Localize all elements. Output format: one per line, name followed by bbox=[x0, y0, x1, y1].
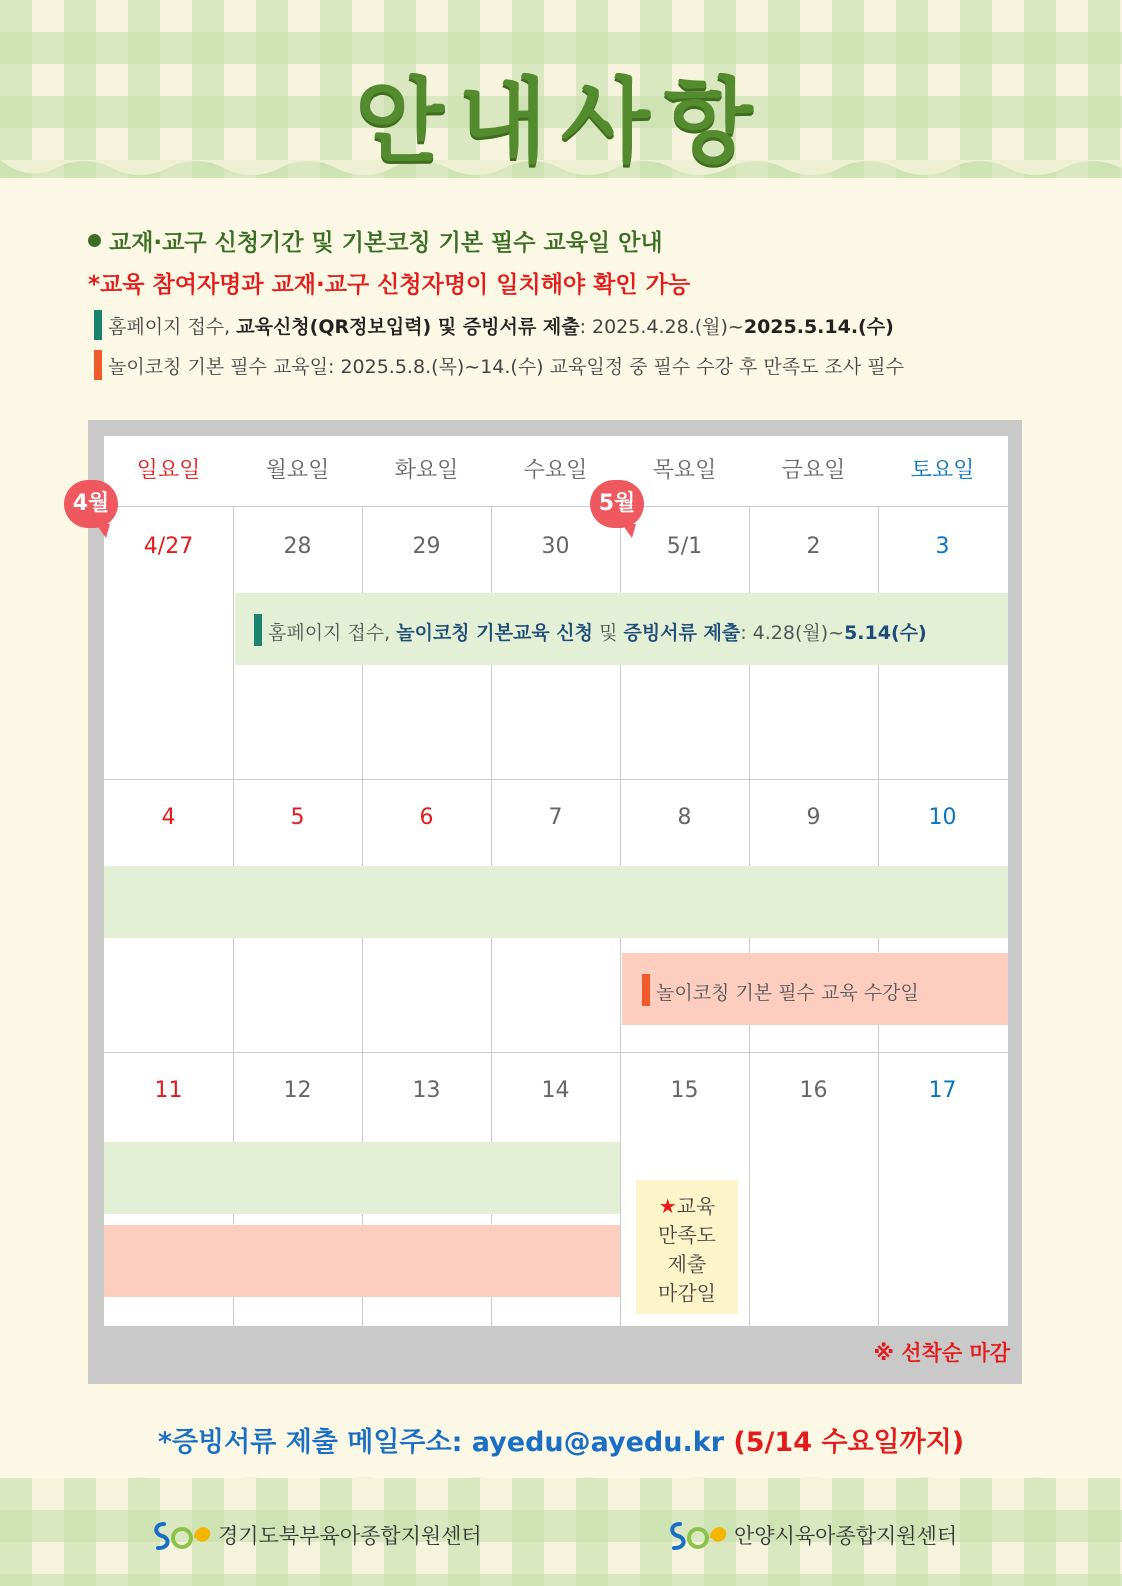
day-header-monday: 월요일 bbox=[265, 458, 330, 483]
date-cell: 5 bbox=[290, 805, 305, 830]
teal-marker bbox=[94, 310, 102, 340]
star-icon: ★ bbox=[658, 1194, 677, 1218]
date-cell: 16 bbox=[799, 1078, 828, 1103]
intro-warning: *교육 참여자명과 교재·교구 신청자명이 일치해야 확인 가능 bbox=[88, 272, 691, 298]
application-period-band bbox=[104, 1142, 620, 1214]
date-cell: 17 bbox=[928, 1078, 957, 1103]
center-logo-icon bbox=[666, 1516, 730, 1554]
date-cell: 2 bbox=[806, 534, 821, 559]
bullet-dot bbox=[88, 234, 101, 247]
grid-line bbox=[104, 779, 1008, 780]
day-header-sunday: 일요일 bbox=[136, 458, 201, 483]
date-cell: 6 bbox=[419, 805, 434, 830]
date-cell: 15 bbox=[670, 1078, 699, 1103]
date-cell: 13 bbox=[412, 1078, 441, 1103]
education-days-band bbox=[104, 1225, 620, 1297]
day-header-wednesday: 수요일 bbox=[523, 458, 588, 483]
day-header-saturday: 토요일 bbox=[910, 458, 975, 483]
date-cell: 14 bbox=[541, 1078, 570, 1103]
application-period-band bbox=[104, 866, 1008, 938]
month-badge-may: 5월 bbox=[590, 480, 644, 528]
date-cell: 5/1 bbox=[666, 534, 703, 559]
grid-line bbox=[104, 1052, 1008, 1053]
day-header-friday: 금요일 bbox=[781, 458, 846, 483]
date-cell: 4 bbox=[161, 805, 176, 830]
date-cell: 28 bbox=[283, 534, 312, 559]
org-anyang: 안양시육아종합지원센터 bbox=[666, 1516, 957, 1554]
info-line-application: 홈페이지 접수, 교육신청(QR정보입력) 및 증빙서류 제출: 2025.4.28.(월)~2025.5.14.(수) bbox=[94, 310, 894, 340]
red-marker bbox=[642, 974, 650, 1006]
org-gyeonggi-north: 경기도북부육아종합지원센터 bbox=[150, 1516, 482, 1554]
center-logo-icon bbox=[150, 1516, 214, 1554]
header-divider bbox=[104, 506, 1008, 507]
date-cell: 3 bbox=[935, 534, 950, 559]
intro-heading: 교재·교구 신청기간 및 기본코칭 기본 필수 교육일 안내 bbox=[88, 224, 663, 257]
date-cell: 10 bbox=[928, 805, 957, 830]
date-cell: 7 bbox=[548, 805, 563, 830]
date-cell: 29 bbox=[412, 534, 441, 559]
satisfaction-deadline-note: ★교육 만족도 제출 마감일 bbox=[636, 1180, 738, 1314]
red-marker bbox=[94, 350, 102, 380]
page-title: 안내사항 bbox=[355, 68, 767, 175]
education-days-label: 놀이코칭 기본 필수 교육 수강일 bbox=[642, 974, 919, 1006]
email-notice: *증빙서류 제출 메일주소: ayedu@ayedu.kr (5/14 수요일까지) bbox=[157, 1427, 965, 1458]
date-cell: 8 bbox=[677, 805, 692, 830]
month-badge-april: 4월 bbox=[64, 480, 118, 528]
info-line-education: 놀이코칭 기본 필수 교육일: 2025.5.8.(목)~14.(수) 교육일정 중 필수 수강 후 만족도 조사 필수 bbox=[94, 350, 904, 380]
application-period-label: 홈페이지 접수, 놀이코칭 기본교육 신청 및 증빙서류 제출: 4.28(월)~5.14(수) bbox=[254, 614, 927, 646]
date-cell: 9 bbox=[806, 805, 821, 830]
date-cell: 12 bbox=[283, 1078, 312, 1103]
day-header-tuesday: 화요일 bbox=[394, 458, 459, 483]
day-header-thursday: 목요일 bbox=[652, 458, 717, 483]
teal-marker bbox=[254, 614, 262, 646]
first-come-notice: ※ 선착순 마감 bbox=[873, 1341, 1010, 1365]
date-cell: 4/27 bbox=[143, 534, 194, 559]
date-cell: 30 bbox=[541, 534, 570, 559]
date-cell: 11 bbox=[154, 1078, 183, 1103]
